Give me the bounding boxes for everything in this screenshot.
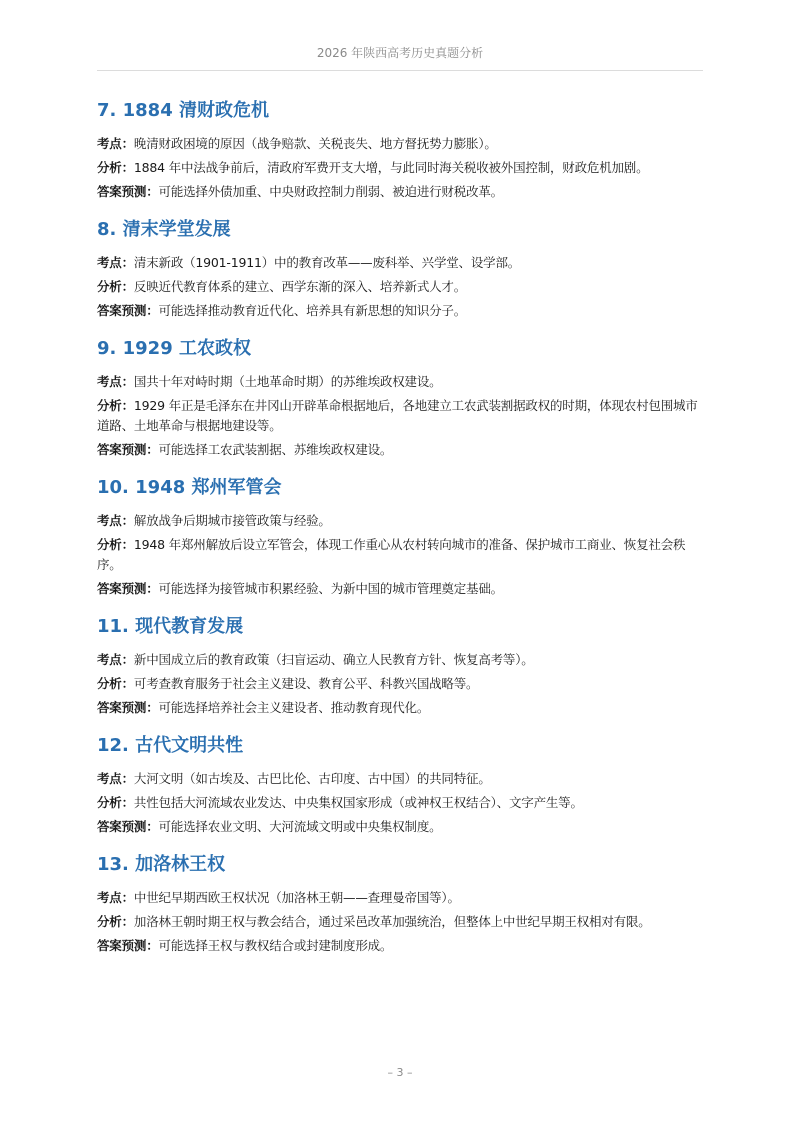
row-label: 答案预测	[97, 819, 147, 834]
row-separator: ：	[121, 537, 134, 552]
section-heading: 8. 清末学堂发展	[97, 219, 231, 240]
answer-prediction-row	[97, 301, 709, 321]
row-separator: ：	[121, 279, 134, 294]
row-separator: ：	[121, 160, 134, 175]
row-label: 分析	[97, 537, 122, 552]
row-text: 可能选择培养社会主义建设者、推动教育现代化。	[158, 700, 430, 715]
analysis-row	[97, 535, 709, 575]
row-text: 新中国成立后的教育政策（扫盲运动、确立人民教育方针、恢复高考等）。	[133, 652, 534, 667]
row-separator: ：	[121, 374, 134, 389]
exam-point-row	[97, 650, 709, 670]
row-text: 可考查教育服务于社会主义建设、教育公平、科教兴国战略等。	[133, 676, 479, 691]
row-label: 分析	[97, 398, 122, 413]
analysis-row	[97, 912, 709, 932]
row-text: 晚清财政困境的原因（战争赔款、关税丧失、地方督抚势力膨胀）。	[133, 136, 497, 151]
row-label: 答案预测	[97, 938, 147, 953]
row-label: 考点	[97, 890, 122, 905]
row-separator: ：	[121, 771, 134, 786]
row-separator: ：	[121, 914, 134, 929]
row-label: 分析	[97, 795, 122, 810]
row-text: 国共十年对峙时期（土地革命时期）的苏维埃政权建设。	[133, 374, 442, 389]
row-label: 答案预测	[97, 442, 147, 457]
row-separator: ：	[121, 890, 134, 905]
row-label: 分析	[97, 279, 122, 294]
row-text: 反映近代教育体系的建立、西学东渐的深入、培养新式人才。	[133, 279, 467, 294]
exam-point-row	[97, 134, 709, 154]
section-13	[97, 852, 709, 956]
row-text: 可能选择为接管城市积累经验、为新中国的城市管理奠定基础。	[158, 581, 503, 596]
analysis-row	[97, 396, 709, 436]
row-separator: ：	[121, 513, 134, 528]
analysis-row	[97, 674, 709, 694]
row-label: 答案预测	[97, 581, 147, 596]
section-heading: 12. 古代文明共性	[97, 735, 244, 756]
page-content	[97, 98, 709, 971]
row-label: 分析	[97, 160, 122, 175]
answer-prediction-row	[97, 698, 709, 718]
row-label: 答案预测	[97, 303, 147, 318]
section-heading: 9. 1929 工农政权	[97, 338, 251, 359]
section-10	[97, 475, 709, 599]
row-label: 考点	[97, 513, 122, 528]
row-separator: ：	[146, 819, 159, 834]
row-separator: ：	[121, 652, 134, 667]
section-heading: 10. 1948 郑州军管会	[97, 477, 282, 498]
row-separator: ：	[146, 303, 159, 318]
row-separator: ：	[146, 442, 159, 457]
row-text: 清末新政（1901-1911）中的教育改革——废科举、兴学堂、设学部。	[133, 255, 521, 270]
row-label: 考点	[97, 374, 122, 389]
analysis-row	[97, 793, 709, 813]
analysis-row	[97, 158, 709, 178]
row-label: 答案预测	[97, 700, 147, 715]
exam-point-row	[97, 888, 709, 908]
row-text: 中世纪早期西欧王权状况（加洛林王朝——查理曼帝国等）。	[133, 890, 460, 905]
section-9	[97, 336, 709, 460]
row-separator: ：	[121, 398, 134, 413]
row-separator: ：	[121, 136, 134, 151]
row-text: 1948 年郑州解放后设立军管会，体现工作重心从农村转向城市的准备、保护城市工商业、恢复社会秩序。	[97, 537, 686, 572]
section-heading: 11. 现代教育发展	[97, 616, 244, 637]
row-label: 考点	[97, 771, 122, 786]
section-heading: 13. 加洛林王权	[97, 854, 226, 875]
row-text: 1929 年正是毛泽东在井冈山开辟革命根据地后，各地建立工农武装割据政权的时期，体现农村包围城市道路、土地革命与根据地建设等。	[97, 398, 698, 433]
answer-prediction-row	[97, 579, 709, 599]
row-text: 1884 年中法战争前后，清政府军费开支大增，与此同时海关税收被外国控制，财政危机加剧。	[133, 160, 649, 175]
section-12	[97, 733, 709, 837]
row-text: 加洛林王朝时期王权与教会结合，通过采邑改革加强统治，但整体上中世纪早期王权相对有限。	[133, 914, 651, 929]
section-8	[97, 217, 709, 321]
row-label: 分析	[97, 914, 122, 929]
row-text: 可能选择农业文明、大河流域文明或中央集权制度。	[158, 819, 442, 834]
exam-point-row	[97, 253, 709, 273]
row-text: 大河文明（如古埃及、古巴比伦、古印度、古中国）的共同特征。	[133, 771, 491, 786]
row-separator: ：	[121, 255, 134, 270]
row-separator: ：	[146, 581, 159, 596]
row-separator: ：	[146, 184, 159, 199]
section-heading: 7. 1884 清财政危机	[97, 100, 269, 121]
row-text: 可能选择推动教育近代化、培养具有新思想的知识分子。	[158, 303, 467, 318]
row-separator: ：	[121, 676, 134, 691]
analysis-row	[97, 277, 709, 297]
running-header: 2026 年陕西高考历史真题分析	[97, 44, 703, 71]
page-number: – 3 –	[387, 1066, 413, 1079]
row-text: 可能选择王权与教权结合或封建制度形成。	[158, 938, 393, 953]
row-text: 可能选择外债加重、中央财政控制力削弱、被迫进行财税改革。	[158, 184, 503, 199]
section-11	[97, 614, 709, 718]
answer-prediction-row	[97, 440, 709, 460]
row-text: 可能选择工农武装割据、苏维埃政权建设。	[158, 442, 393, 457]
row-label: 分析	[97, 676, 122, 691]
row-label: 考点	[97, 255, 122, 270]
row-separator: ：	[121, 795, 134, 810]
row-label: 考点	[97, 652, 122, 667]
row-label: 考点	[97, 136, 122, 151]
row-text: 共性包括大河流域农业发达、中央集权国家形成（或神权王权结合）、文字产生等。	[133, 795, 583, 810]
exam-point-row	[97, 769, 709, 789]
section-7	[97, 98, 709, 202]
exam-point-row	[97, 511, 709, 531]
answer-prediction-row	[97, 817, 709, 837]
row-text: 解放战争后期城市接管政策与经验。	[133, 513, 331, 528]
row-separator: ：	[146, 700, 159, 715]
answer-prediction-row	[97, 936, 709, 956]
row-label: 答案预测	[97, 184, 147, 199]
row-separator: ：	[146, 938, 159, 953]
answer-prediction-row	[97, 182, 709, 202]
exam-point-row	[97, 372, 709, 392]
